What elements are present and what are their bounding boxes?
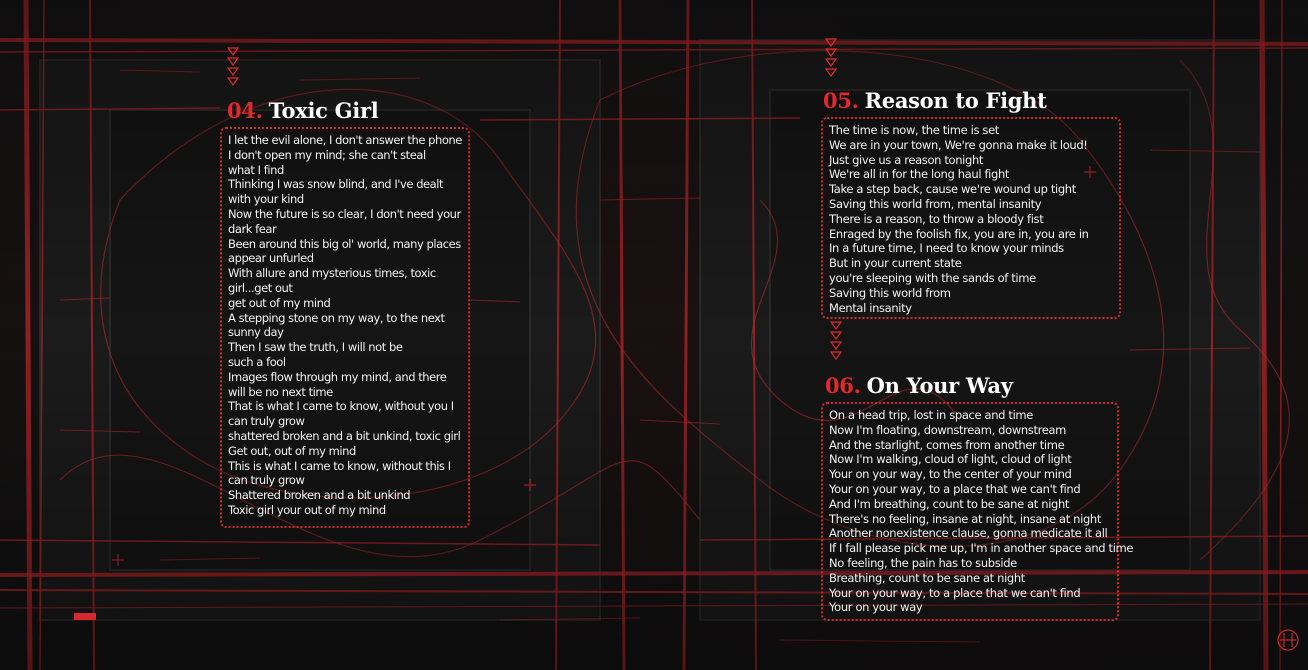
triangle-arrows-icon	[825, 37, 837, 87]
lyric-line: Another nonexistence clause, gonna medicate it all	[829, 526, 1108, 541]
lyrics-box-04	[220, 127, 470, 528]
lyric-line: Now I'm walking, cloud of light, cloud of light	[829, 452, 1072, 467]
lyric-line: Then I saw the truth, I will not be	[228, 340, 403, 355]
lyric-line: you're sleeping with the sands of time	[829, 270, 1036, 285]
lyric-line: Images flow through my mind, and there	[228, 369, 447, 384]
track-title: Reason to Fight	[864, 88, 1047, 113]
lyric-line: Enraged by the foolish fix, you are in, you are in	[829, 226, 1089, 241]
song-title	[823, 89, 1047, 113]
lyric-line: sunny day	[228, 325, 284, 340]
lyric-line: girl...get out	[228, 280, 293, 295]
song-title	[825, 374, 1013, 398]
track-title: On Your Way	[866, 373, 1013, 398]
lyric-line: We're all in for the long haul fight	[829, 167, 1010, 182]
lyric-line: In a future time, I need to know your minds	[829, 241, 1064, 256]
seal-icon	[1276, 628, 1300, 652]
lyric-line: Breathing, count to be sane at night	[829, 570, 1025, 585]
lyric-line: Get out, out of my mind	[228, 443, 356, 458]
triangle-arrows-icon	[830, 320, 842, 370]
lyric-line: The time is now, the time is set	[829, 123, 999, 137]
track-number: 04.	[227, 98, 263, 123]
lyric-line: We are in your town, We're gonna make it loud!	[829, 137, 1088, 152]
track-number: 06.	[825, 373, 861, 398]
lyric-line: get out of my mind	[228, 295, 331, 310]
song-title	[227, 99, 378, 123]
lyric-line: Been around this big ol' world, many places	[228, 236, 461, 251]
track-title: Toxic Girl	[268, 98, 379, 123]
lyric-line: No feeling, the pain has to subside	[829, 555, 1017, 570]
lyric-line: dark fear	[228, 221, 277, 236]
lyric-line: I don't open my mind; she can't steal	[228, 147, 426, 162]
lyric-line: with your kind	[228, 192, 304, 207]
lyric-line: can truly grow	[228, 414, 305, 429]
lyric-line: There is a reason, to throw a bloody fist	[829, 211, 1044, 226]
lyric-line: There's no feeling, insane at night, insane at night	[829, 511, 1101, 526]
lyric-line: Saving this world from	[829, 285, 951, 300]
lyric-line: Now the future is so clear, I don't need your	[228, 206, 461, 221]
lyric-line: With allure and mysterious times, toxic	[228, 266, 436, 281]
lyric-line: Saving this world from, mental insanity	[829, 196, 1042, 211]
lyrics-box-05	[821, 117, 1121, 319]
lyric-line: what I find	[228, 162, 284, 177]
lyric-line: such a fool	[228, 354, 286, 369]
lyric-line: can truly grow	[228, 473, 305, 488]
track-number: 05.	[823, 88, 859, 113]
lyric-line: But in your current state	[829, 256, 962, 271]
lyric-line: shattered broken and a bit unkind, toxic girl	[228, 428, 461, 443]
lyric-line: And the starlight, comes from another time	[829, 437, 1065, 452]
lyric-line: Your on your way	[829, 600, 923, 615]
page-marker	[74, 613, 96, 620]
lyric-line: A stepping stone on my way, to the next	[228, 310, 445, 325]
lyric-line: I let the evil alone, I don't answer the phone	[228, 133, 462, 147]
lyric-line: If I fall please pick me up, I'm in another space and time	[829, 541, 1134, 556]
lyrics-box-06	[821, 402, 1134, 621]
lyric-line: appear unfurled	[228, 251, 314, 266]
lyric-line: Your on your way, to a place that we can't find	[829, 481, 1081, 496]
lyric-line: Your on your way, to a place that we can't find	[829, 585, 1081, 600]
lyric-line: Your on your way, to the center of your mind	[829, 467, 1072, 482]
lyric-line: Thinking I was snow blind, and I've dealt	[228, 177, 444, 192]
lyric-line: Just give us a reason tonight	[829, 152, 984, 167]
lyric-line: This is what I came to know, without this I	[228, 458, 451, 473]
lyric-line: Take a step back, cause we're wound up tight	[829, 182, 1076, 197]
lyric-line: Now I'm floating, downstream, downstream	[829, 422, 1067, 437]
lyric-line: will be no next time	[228, 384, 333, 399]
lyric-line: Mental insanity	[829, 300, 912, 315]
lyric-line: Shattered broken and a bit unkind	[228, 488, 411, 503]
lyric-line: Toxic girl your out of my mind	[228, 502, 386, 517]
lyric-line: On a head trip, lost in space and time	[829, 408, 1033, 422]
triangle-arrows-icon	[227, 46, 239, 96]
lyric-line: That is what I came to know, without you I	[228, 399, 454, 414]
lyric-line: And I'm breathing, count to be sane at night	[829, 496, 1070, 511]
